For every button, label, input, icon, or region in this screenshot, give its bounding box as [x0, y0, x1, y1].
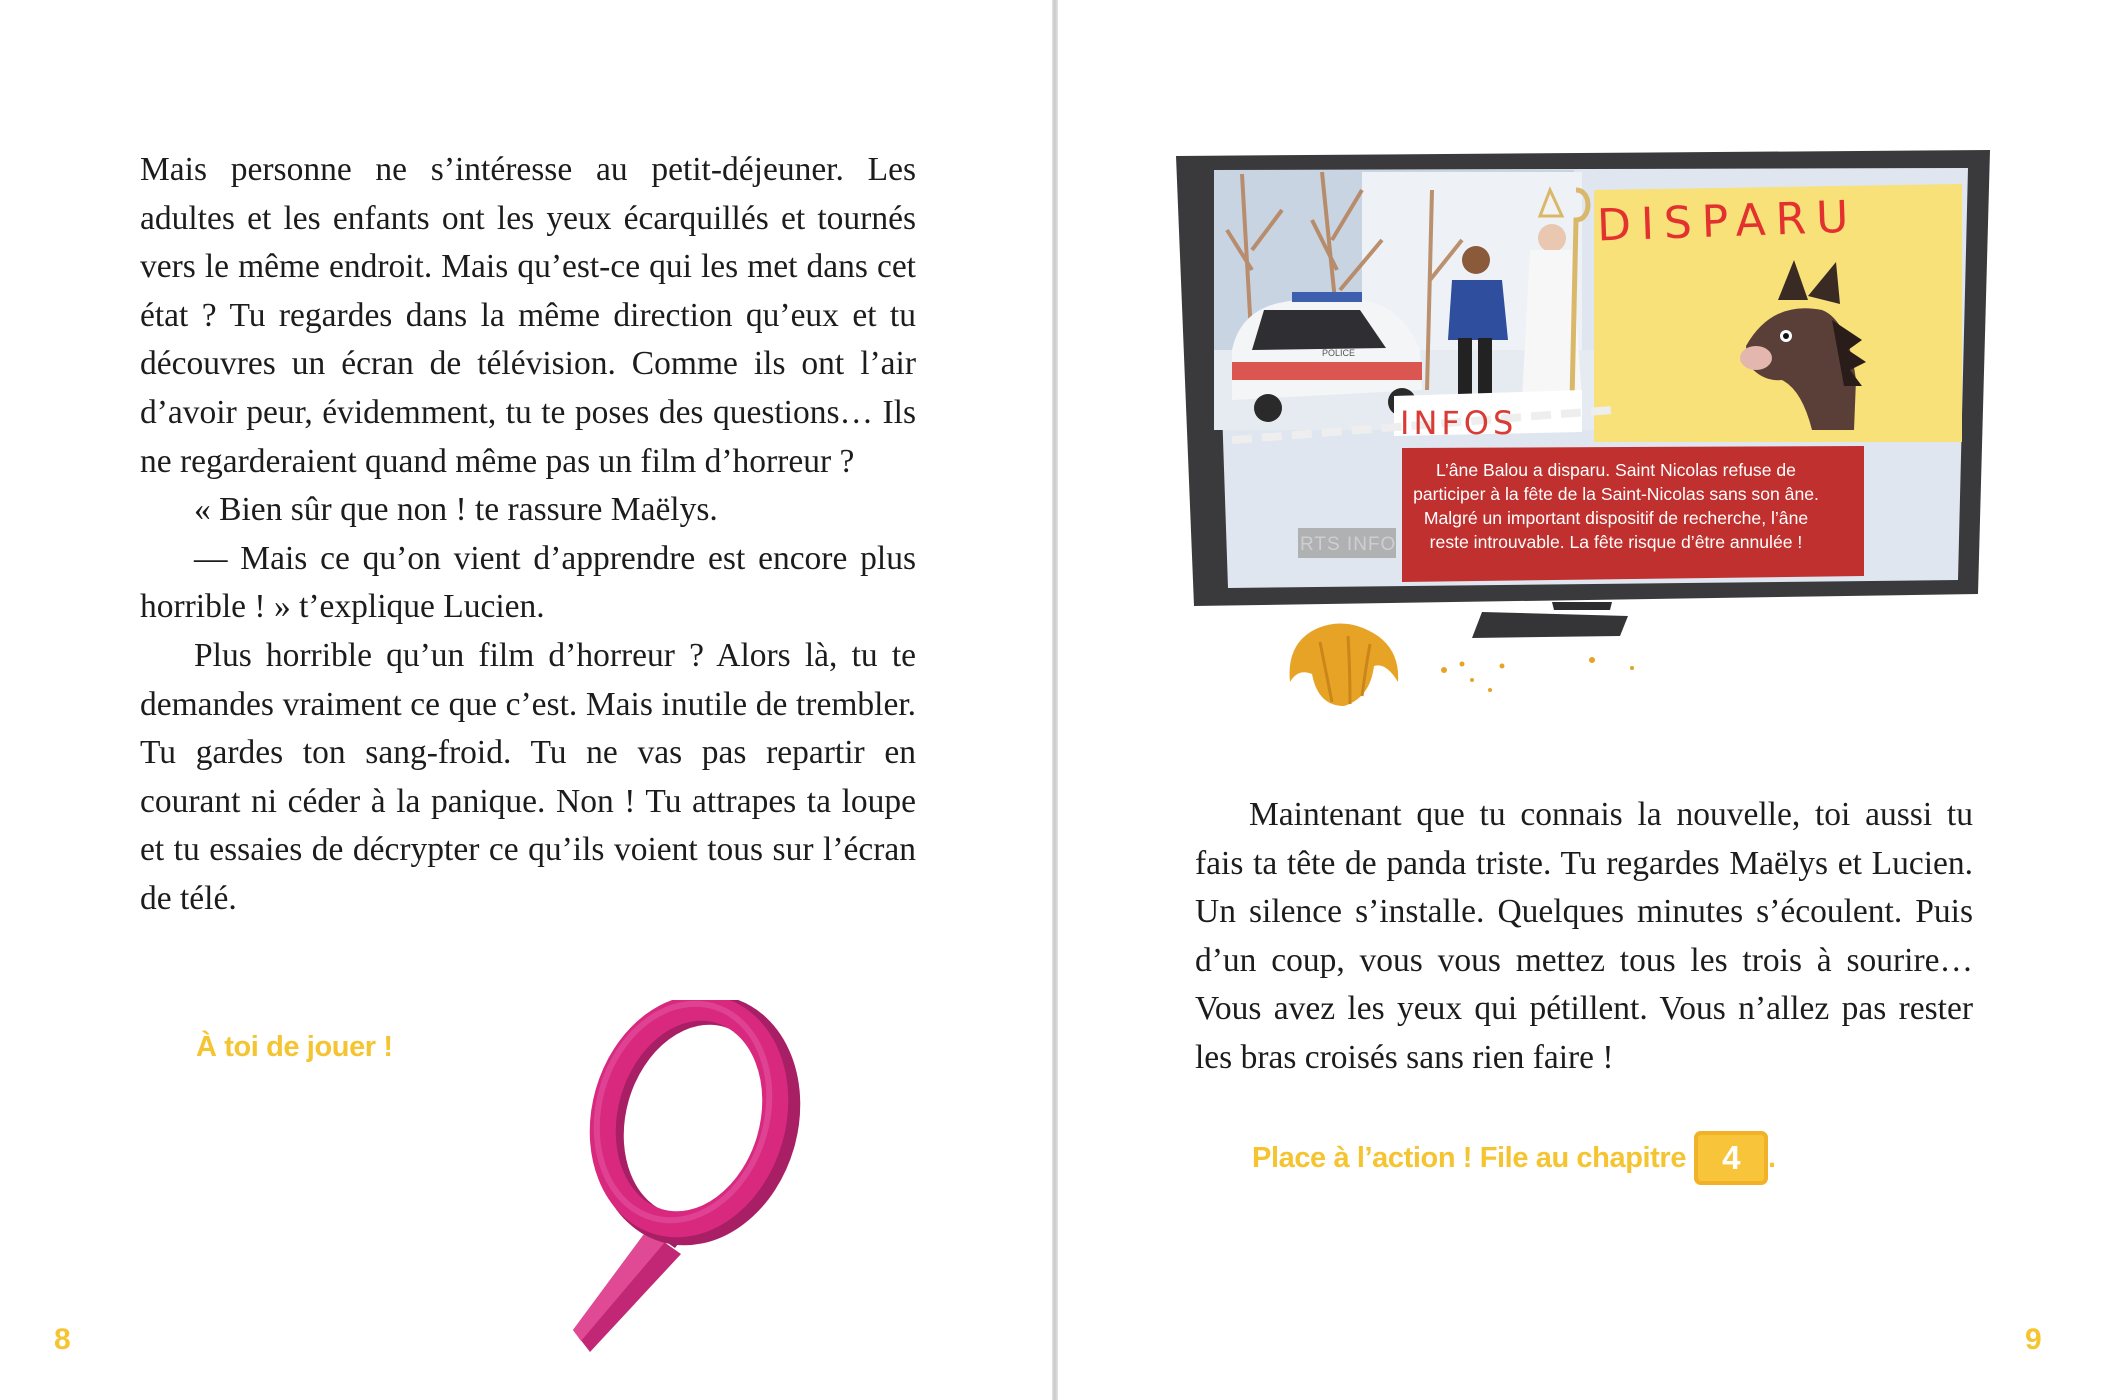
page-number-left: 8 — [54, 1323, 71, 1356]
play-prompt: À toi de jouer ! — [196, 1031, 393, 1063]
paragraph-2: « Bien sûr que non ! te rassure Maëlys. — [194, 491, 718, 529]
disparu-sign-text: DISPARU — [1596, 191, 1860, 252]
rts-logo: RTS INFO — [1300, 534, 1397, 555]
news-line: reste introuvable. La fête risque d’être annulée ! — [1429, 532, 1803, 552]
chapter-link-period: . — [1768, 1141, 1776, 1174]
news-line: participer à la fête de la Saint-Nicolas sans son âne. — [1413, 484, 1819, 504]
chapter-link[interactable] — [1252, 1131, 1776, 1185]
tv-drawing — [1172, 150, 1994, 710]
news-ticker-text — [1410, 458, 1822, 554]
tv-stand-neck — [1552, 602, 1612, 610]
paragraph-3: — Mais ce qu’on vient d’apprendre est encore plus horrible ! » t’explique Lucien. — [140, 539, 916, 626]
news-line: L’âne Balou a disparu. Saint Nicolas refuse de — [1436, 460, 1796, 480]
paragraph-4: Plus horrible qu’un film d’horreur ? Alors là, tu te demandes vraiment ce que c’est. Mais inutile de trembler. Tu gardes ton sang-froid. Tu ne vas pas repartir en courant ni céder à la panique. Non ! Tu attrapes ta loupe et tu essaies de décrypter ce qu’ils voient tous sur l’écran de télé. — [140, 636, 916, 917]
crumbs — [1441, 657, 1634, 692]
news-line: Malgré un important dispositif de recherche, l’âne — [1423, 508, 1809, 528]
paragraph-1: Mais personne ne s’intéresse au petit-déjeuner. Les adultes et les enfants ont les yeux écarquillés et tournés vers le même endroit. Mais qu’est-ce qui les met dans cet état ? Tu regardes dans la même direction qu’eux et tu découvres un écran de télévision. Comme ils ont l’air d’avoir peur, évidemment, tu te poses des questions… Ils ne regarderaient quand même pas un film d’horreur ? — [140, 151, 916, 480]
tv-illustration — [1172, 150, 1994, 710]
croissant-illustration — [1290, 624, 1399, 707]
magnifying-glass-illustration — [555, 1000, 885, 1360]
right-page-text — [1195, 791, 1973, 1083]
loupe-ring — [572, 1000, 811, 1251]
chapter-number: 4 — [1722, 1139, 1741, 1176]
left-page-text — [140, 146, 916, 924]
police-label: POLICE — [1322, 348, 1356, 358]
infos-sign-text: INFOS — [1400, 404, 1518, 442]
paragraph-5: Maintenant que tu connais la nouvelle, toi aussi tu fais ta tête de panda triste. Tu regardes Maëlys et Lucien. Un silence s’installe. Quelques minutes s’écoulent. Puis d’un coup, vous vous mettez tous les trois à sourire… Vous avez les yeux qui pétillent. Vous n’allez pas rester les bras croisés sans rien faire ! — [1195, 796, 1973, 1076]
tv-stand-base — [1472, 612, 1628, 638]
page-number-right: 9 — [2025, 1323, 2042, 1356]
chapter-link-label: Place à l’action ! File au chapitre — [1252, 1141, 1687, 1174]
chapter-number-badge[interactable] — [1694, 1131, 1768, 1185]
